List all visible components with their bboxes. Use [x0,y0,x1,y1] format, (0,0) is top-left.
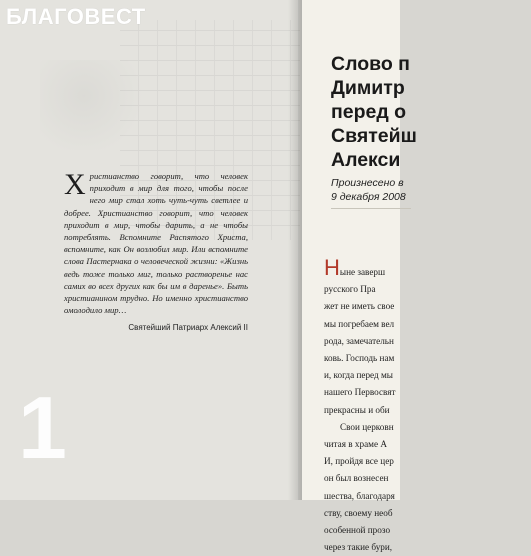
body-line: ству, своему необ [324,507,393,518]
body-line [324,255,524,281]
title-line: Димитр [331,77,405,99]
right-page [302,0,417,553]
title-line: Слово п [331,53,410,75]
epigraph-quote [64,170,248,335]
body-line: жет не иметь свое [324,301,395,312]
body-line: мы погребаем вел [324,318,395,329]
body-line: читая в храме А [324,439,387,450]
body-line: рода, замечательн [324,335,394,346]
body-line: шества, благодаря [324,490,395,501]
body-line: через такие бури, [324,542,393,553]
quote-paragraph [64,170,248,316]
body-text [324,255,524,556]
background-shade [40,60,150,150]
body-line: особенной прозо [324,525,391,536]
divider [331,208,411,209]
chapter-title [331,52,531,172]
body-line: русского Пра [324,284,376,295]
body-line: прекрасны и оби [324,404,390,415]
body-dropcap: Н [324,255,340,280]
title-line: перед о [331,101,407,123]
quote-text: ристианство говорит, что человек приходит в мир для того, чтобы после него мир стал хоть чуть-чуть светлее и добрее. Христианство говорит, что человек приходит в мир, чтобы дарить, а не чтобы потреблять. Вспомните Распятого Христа, вспомните, как Он возлюбил мир. Или вспомните слова Пастернака о человеческой жизни: «Жизнь ведь тоже только миг, только растворенье нас самих во всех других как бы им в даренье». Быть христианином трудно. Но именно христианство омолодило мир… [64,171,248,316]
title-line: Святейш [331,125,417,147]
body-line: Свои церковн [340,421,394,432]
quote-signature: Святейший Патриарх Алексий II [128,323,248,333]
subtitle-line: 9 декабря 2008 [331,191,406,203]
body-line: И, пройдя все цер [324,456,394,467]
quote-dropcap: Х [64,168,86,201]
chapter-subtitle [331,176,531,204]
body-line-text: ыне заверш [339,267,386,277]
title-line: Алекси [331,149,401,171]
subtitle-line: Произнесено в [331,177,404,189]
body-line: он был вознесен [324,473,389,484]
body-line: и, когда перед мы [324,370,393,381]
watermark-logo: БЛАГОВЕСТ [6,4,146,29]
body-line: нашего Первосвят [324,387,396,398]
body-line: ковь. Господь нам [324,353,395,364]
chapter-number: 1 [18,378,67,477]
